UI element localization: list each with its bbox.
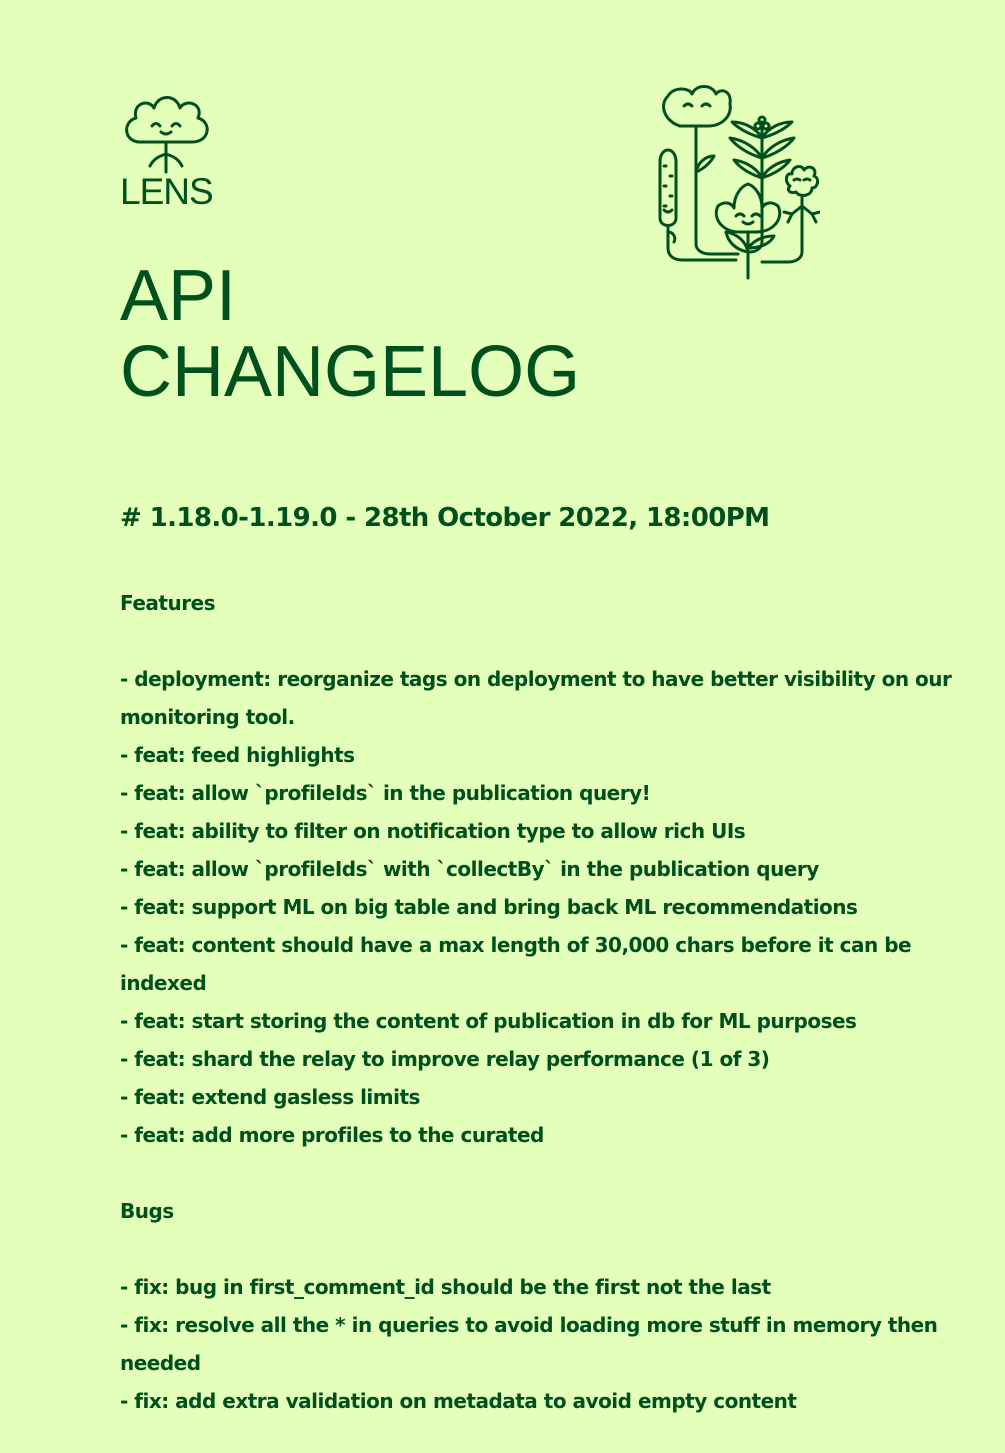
list-item: - feat: shard the relay to improve relay performance (1 of 3) (120, 1047, 770, 1071)
list-item: - feat: add more profiles to the curated (120, 1123, 544, 1147)
list-item: - feat: feed highlights (120, 743, 355, 767)
lens-logo (120, 92, 212, 214)
features-heading: Features (120, 591, 216, 615)
bugs-heading: Bugs (120, 1199, 174, 1223)
bugs-list (120, 1268, 995, 1420)
list-item: - feat: extend gasless limits (120, 1085, 420, 1109)
lens-flower-logo-icon (120, 92, 212, 174)
list-item: - fix: add extra validation on metadata to avoid empty content (120, 1389, 797, 1413)
spacer (120, 1154, 995, 1192)
spacer (120, 1230, 995, 1268)
list-item: - feat: content should have a max length of 30,000 chars before it can be indexed (120, 933, 912, 995)
list-item: - feat: support ML on big table and bring back ML recommendations (120, 895, 858, 919)
spacer (120, 622, 995, 660)
list-item: - feat: allow `profileIds` with `collectBy` in the publication query (120, 857, 819, 881)
title-line-1: API (120, 256, 237, 336)
logo-text: LENS (120, 171, 213, 212)
list-item: - feat: start storing the content of publication in db for ML purposes (120, 1009, 857, 1033)
list-item: - fix: bug in first_comment_id should be the first not the last (120, 1275, 771, 1299)
page-title (120, 258, 580, 410)
release-heading: # 1.18.0-1.19.0 - 28th October 2022, 18:00PM (120, 503, 770, 533)
list-item: - fix: resolve all the * in queries to avoid loading more stuff in memory then needed (120, 1313, 938, 1375)
changelog-content (120, 584, 995, 1420)
list-item: - deployment: reorganize tags on deployment to have better visibility on our monitoring tool. (120, 667, 952, 729)
plants-illustration-icon (652, 82, 820, 282)
features-list (120, 660, 995, 1154)
title-line-2: CHANGELOG (120, 332, 581, 412)
list-item: - feat: allow `profileIds` in the publication query! (120, 781, 651, 805)
list-item: - feat: ability to filter on notification type to allow rich UIs (120, 819, 746, 843)
